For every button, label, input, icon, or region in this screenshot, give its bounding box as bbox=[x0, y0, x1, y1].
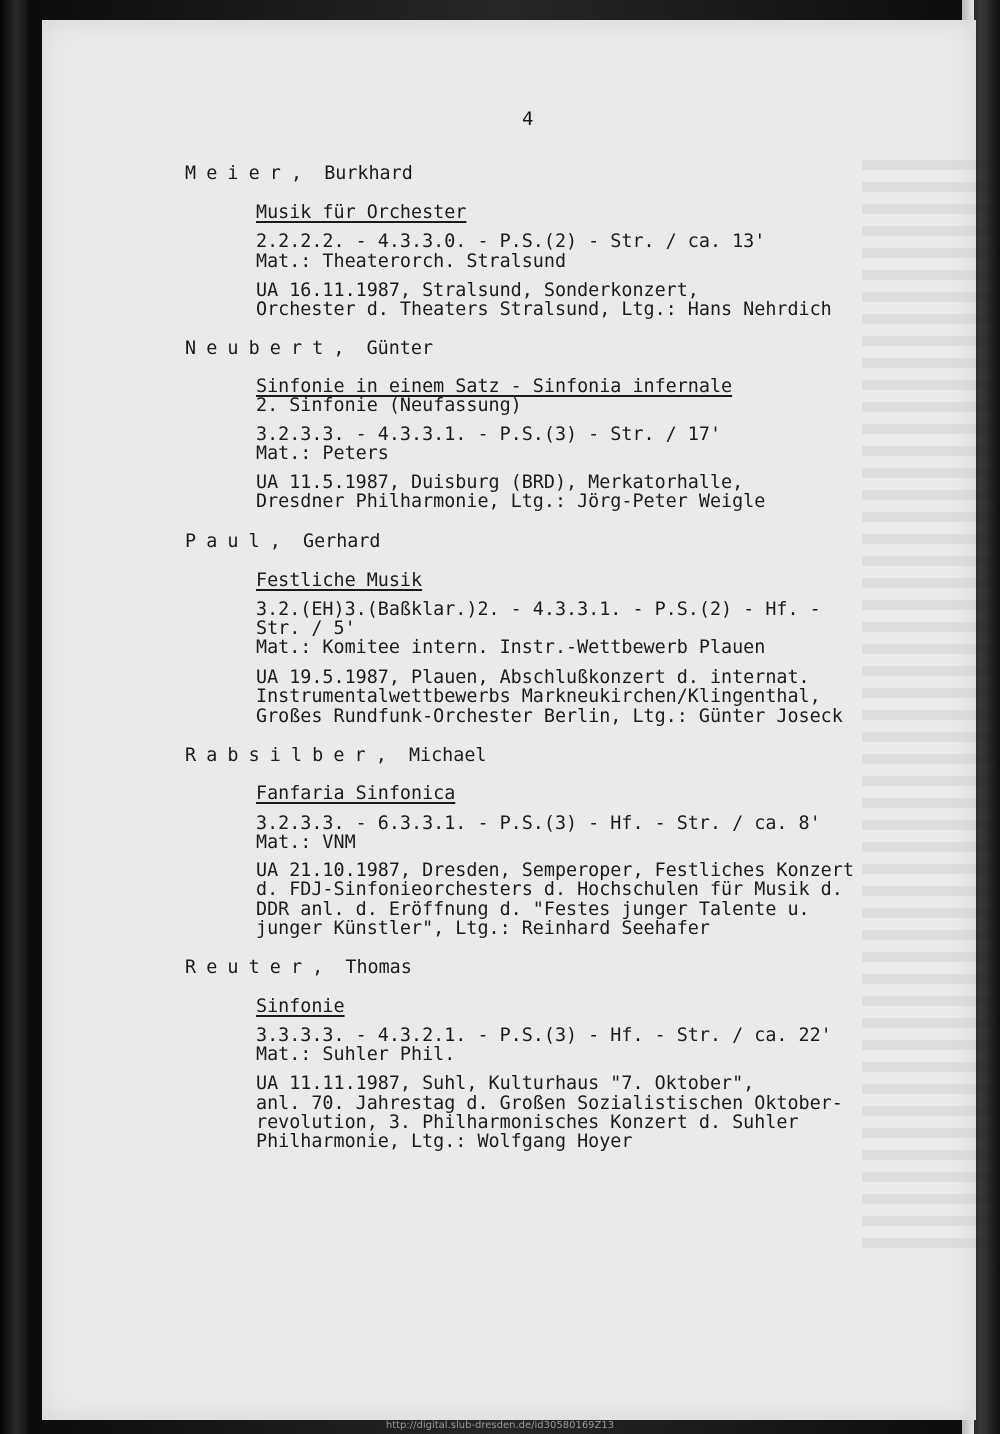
composer-surname: Rabsilber bbox=[185, 745, 376, 766]
material-line: Mat.: Komitee intern. Instr.-Wettbewerb Plauen bbox=[256, 637, 766, 658]
premiere-line: UA 21.10.1987, Dresden, Semperoper, Festliches Konzert bbox=[256, 860, 854, 881]
composer-surname: Neubert bbox=[185, 338, 334, 359]
composer-given-name: Thomas bbox=[345, 957, 412, 978]
premiere-line: anl. 70. Jahrestag d. Großen Sozialistischen Oktober- bbox=[256, 1093, 843, 1114]
show-through-text bbox=[862, 160, 992, 1260]
composer-heading: Rabsilber, Michael bbox=[185, 745, 487, 766]
scoring-line: 3.2.3.3. - 4.3.3.1. - P.S.(3) - Str. / 17' bbox=[256, 424, 722, 445]
composer-surname: Paul bbox=[185, 531, 270, 552]
scoring-line: 3.2.(EH)3.(Baßklar.)2. - 4.3.3.1. - P.S.(2) - Hf. - bbox=[256, 599, 821, 620]
premiere-line: UA 16.11.1987, Stralsund, Sonderkonzert, bbox=[256, 280, 699, 301]
work-title: Musik für Orchester bbox=[256, 202, 467, 223]
premiere-line: DDR anl. d. Eröffnung d. "Festes junger Talente u. bbox=[256, 899, 810, 920]
work-title: Sinfonie bbox=[256, 996, 345, 1017]
composer-given-name: Gerhard bbox=[303, 531, 381, 552]
premiere-line: Dresdner Philharmonie, Ltg.: Jörg-Peter Weigle bbox=[256, 491, 766, 512]
material-line: Mat.: VNM bbox=[256, 832, 356, 853]
work-subtitle: 2. Sinfonie (Neufassung) bbox=[256, 395, 522, 416]
work-title: Festliche Musik bbox=[256, 570, 423, 591]
premiere-line: revolution, 3. Philharmonisches Konzert d. Suhler bbox=[256, 1112, 799, 1133]
composer-heading: Neubert, Günter bbox=[185, 338, 434, 359]
composer-given-name: Michael bbox=[408, 745, 487, 766]
premiere-line: Philharmonie, Ltg.: Wolfgang Hoyer bbox=[256, 1131, 633, 1152]
premiere-line: junger Künstler", Ltg.: Reinhard Seehafer bbox=[256, 918, 710, 939]
scoring-line: 3.2.3.3. - 6.3.3.1. - P.S.(3) - Hf. - Str. / ca. 8' bbox=[256, 813, 821, 834]
binder-edge bbox=[0, 0, 28, 1434]
composer-heading: Meier, Burkhard bbox=[185, 163, 413, 184]
scoring-line: 3.3.3.3. - 4.3.2.1. - P.S.(3) - Hf. - Str. / ca. 22' bbox=[256, 1025, 832, 1046]
page-number: 4 bbox=[522, 108, 534, 130]
premiere-line: Instrumentalwettbewerbs Markneukirchen/Klingenthal, bbox=[256, 686, 821, 707]
premiere-line: UA 19.5.1987, Plauen, Abschlußkonzert d. internat. bbox=[256, 667, 810, 688]
premiere-line: Großes Rundfunk-Orchester Berlin, Ltg.: Günter Joseck bbox=[256, 706, 843, 727]
material-line: Mat.: Peters bbox=[256, 443, 389, 464]
composer-heading: Reuter, Thomas bbox=[185, 957, 412, 978]
composer-given-name: Burkhard bbox=[324, 163, 413, 184]
scoring-line: Str. / 5' bbox=[256, 618, 356, 639]
material-line: Mat.: Theaterorch. Stralsund bbox=[256, 251, 567, 272]
work-title: Fanfaria Sinfonica bbox=[256, 783, 456, 804]
work-title: Sinfonie in einem Satz - Sinfonia infernale bbox=[256, 376, 733, 397]
scoring-line: 2.2.2.2. - 4.3.3.0. - P.S.(2) - Str. / ca. 13' bbox=[256, 231, 766, 252]
premiere-line: Orchester d. Theaters Stralsund, Ltg.: Hans Nehrdich bbox=[256, 299, 832, 320]
material-line: Mat.: Suhler Phil. bbox=[256, 1044, 456, 1065]
composer-surname: Reuter bbox=[185, 957, 313, 978]
footer-url: http://digital.slub-dresden.de/id30580169Z13 bbox=[385, 1420, 615, 1431]
premiere-line: UA 11.11.1987, Suhl, Kulturhaus "7. Oktober", bbox=[256, 1073, 755, 1094]
composer-heading: Paul, Gerhard bbox=[185, 531, 381, 552]
premiere-line: d. FDJ-Sinfonieorchesters d. Hochschulen für Musik d. bbox=[256, 879, 843, 900]
composer-surname: Meier bbox=[185, 163, 291, 184]
composer-given-name: Günter bbox=[366, 338, 434, 359]
premiere-line: UA 11.5.1987, Duisburg (BRD), Merkatorhalle, bbox=[256, 472, 744, 493]
